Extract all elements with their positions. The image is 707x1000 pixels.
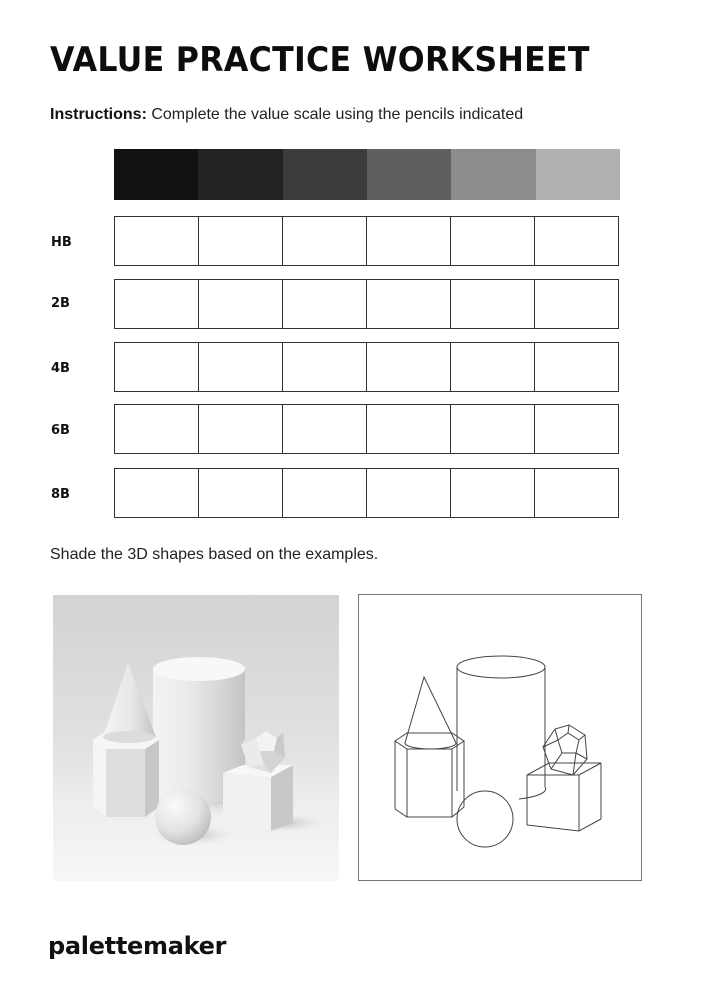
reference-shapes-photo: [53, 595, 339, 881]
value-swatch-5: [451, 149, 535, 200]
practice-cell[interactable]: [115, 217, 199, 265]
practice-cell[interactable]: [367, 469, 451, 517]
practice-cell[interactable]: [367, 280, 451, 328]
practice-cell[interactable]: [283, 280, 367, 328]
practice-cell[interactable]: [535, 405, 618, 453]
practice-cell[interactable]: [115, 405, 199, 453]
shading-instructions: Shade the 3D shapes based on the examples.: [50, 546, 379, 563]
practice-cell[interactable]: [451, 280, 535, 328]
value-swatch-4: [367, 149, 451, 200]
practice-cell[interactable]: [451, 343, 535, 391]
value-swatch-6: [536, 149, 620, 200]
practice-cell[interactable]: [283, 343, 367, 391]
practice-cell[interactable]: [451, 217, 535, 265]
practice-cell[interactable]: [535, 217, 618, 265]
practice-cell[interactable]: [451, 469, 535, 517]
practice-cell[interactable]: [115, 280, 199, 328]
practice-cell[interactable]: [199, 405, 283, 453]
practice-cell[interactable]: [283, 217, 367, 265]
practice-cell[interactable]: [367, 343, 451, 391]
practice-cell[interactable]: [367, 217, 451, 265]
value-swatch-2: [198, 149, 282, 200]
instructions-text: Complete the value scale using the pencils indicated: [146, 106, 524, 123]
practice-cell[interactable]: [535, 469, 618, 517]
instructions-label: Instructions:: [50, 106, 147, 123]
practice-cell[interactable]: [283, 469, 367, 517]
practice-cell[interactable]: [535, 343, 618, 391]
pencil-label-4b: 4B: [51, 361, 70, 376]
practice-row-hb: [114, 216, 619, 266]
pencil-label-2b: 2B: [51, 296, 70, 311]
practice-cell[interactable]: [115, 469, 199, 517]
value-swatch-3: [283, 149, 367, 200]
page-title: VALUE PRACTICE WORKSHEET: [50, 40, 590, 80]
practice-cell[interactable]: [199, 343, 283, 391]
practice-cell[interactable]: [451, 405, 535, 453]
practice-row-6b: [114, 404, 619, 454]
practice-row-8b: [114, 468, 619, 518]
pencil-label-6b: 6B: [51, 423, 70, 438]
value-scale: [114, 149, 620, 200]
practice-cell[interactable]: [367, 405, 451, 453]
practice-cell[interactable]: [199, 469, 283, 517]
practice-cell[interactable]: [535, 280, 618, 328]
palettemaker-logo: palettemaker: [48, 932, 227, 960]
instructions: [50, 106, 523, 124]
practice-row-2b: [114, 279, 619, 329]
practice-cell[interactable]: [199, 280, 283, 328]
reference-shapes-illustration: [53, 595, 339, 881]
practice-cell[interactable]: [115, 343, 199, 391]
practice-cell[interactable]: [199, 217, 283, 265]
pencil-label-hb: HB: [51, 235, 72, 250]
practice-cell[interactable]: [283, 405, 367, 453]
outline-shapes-frame: [358, 594, 642, 881]
practice-row-4b: [114, 342, 619, 392]
pencil-label-8b: 8B: [51, 487, 70, 502]
value-swatch-1: [114, 149, 198, 200]
outline-shapes-drawing[interactable]: [359, 595, 641, 880]
